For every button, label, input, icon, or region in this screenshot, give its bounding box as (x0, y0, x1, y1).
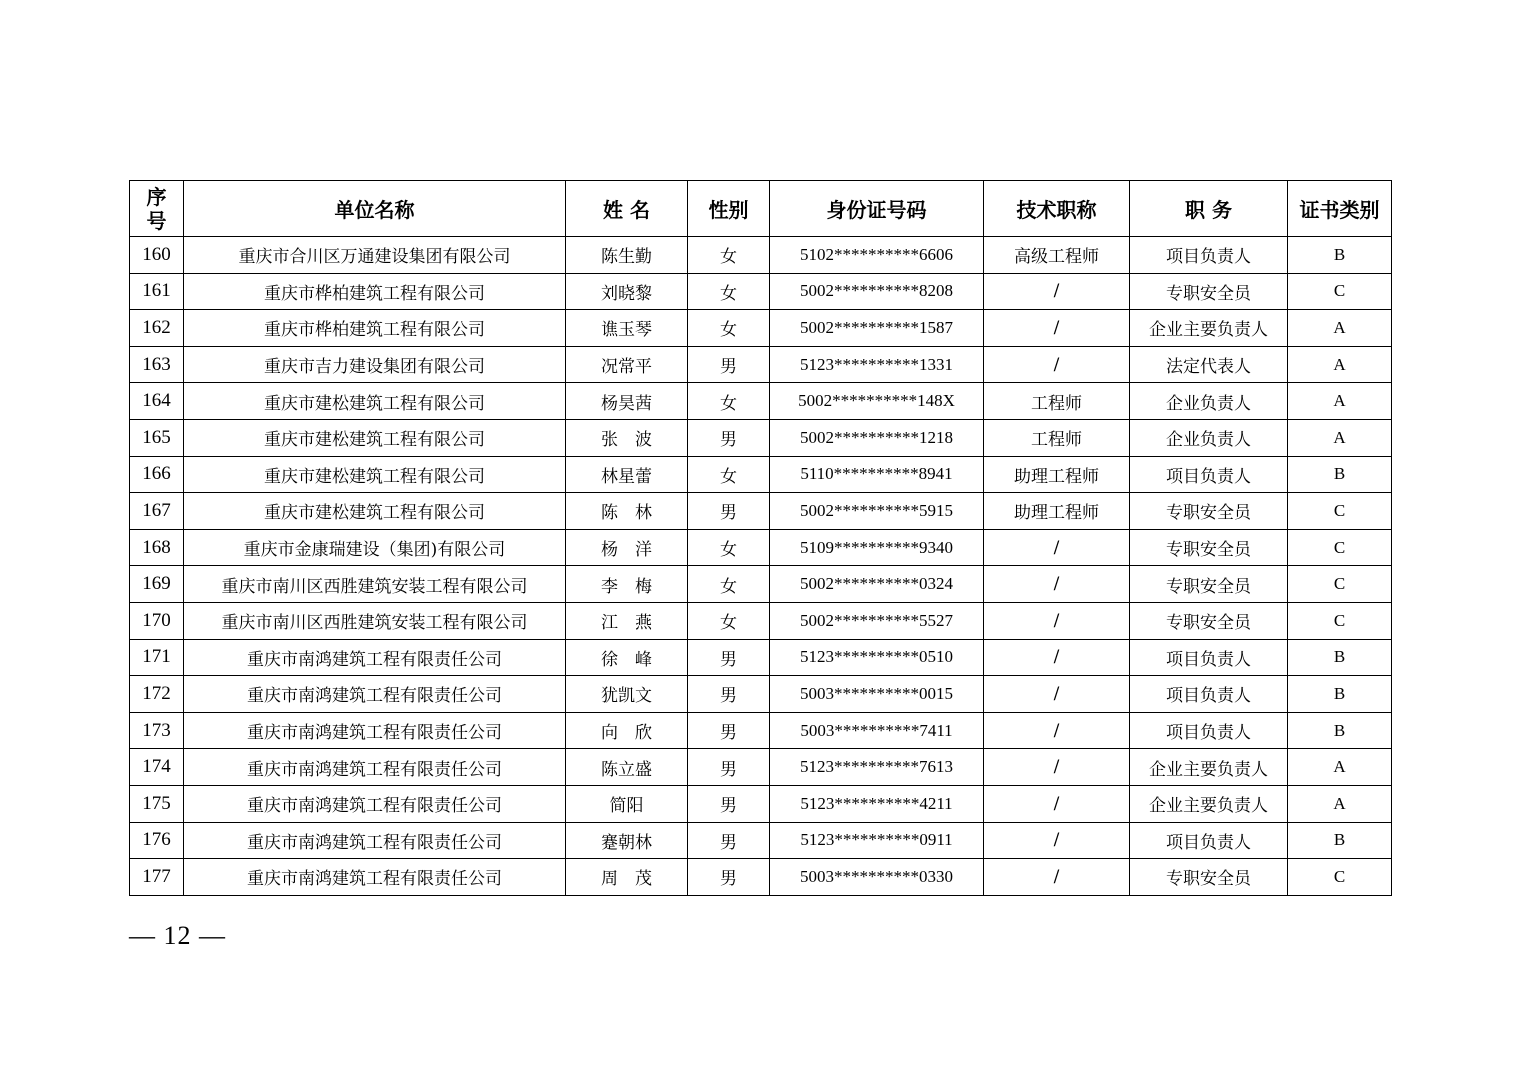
header-gender: 性别 (688, 181, 770, 237)
cell-unit: 重庆市吉力建设集团有限公司 (184, 346, 566, 383)
cell-id: 5002**********1218 (770, 419, 984, 456)
table-row (130, 529, 1392, 566)
cell-title: / (984, 273, 1130, 310)
cell-id: 5123**********1331 (770, 346, 984, 383)
cell-name: 李 梅 (566, 566, 688, 603)
cell-id: 5002**********1587 (770, 310, 984, 347)
cell-title: 工程师 (984, 383, 1130, 420)
cell-title: 工程师 (984, 419, 1130, 456)
cell-seq: 160 (130, 237, 184, 274)
cell-cert: A (1288, 419, 1392, 456)
cell-id: 5123**********7613 (770, 749, 984, 786)
cell-seq: 163 (130, 346, 184, 383)
cell-cert: B (1288, 237, 1392, 274)
header-id: 身份证号码 (770, 181, 984, 237)
cell-id: 5002**********5915 (770, 493, 984, 530)
cell-name: 徐 峰 (566, 639, 688, 676)
cell-cert: B (1288, 822, 1392, 859)
cell-seq: 164 (130, 383, 184, 420)
cell-cert: B (1288, 456, 1392, 493)
cell-id: 5002**********148X (770, 383, 984, 420)
header-row (130, 181, 1392, 237)
cell-cert: C (1288, 529, 1392, 566)
cell-id: 5002**********8208 (770, 273, 984, 310)
cell-title: / (984, 785, 1130, 822)
cell-id: 5002**********5527 (770, 602, 984, 639)
cell-position: 企业负责人 (1130, 383, 1288, 420)
cell-position: 项目负责人 (1130, 639, 1288, 676)
cell-name: 简阳 (566, 785, 688, 822)
cell-name: 杨昊茜 (566, 383, 688, 420)
header-unit: 单位名称 (184, 181, 566, 237)
table-row (130, 419, 1392, 456)
cell-position: 项目负责人 (1130, 676, 1288, 713)
cell-gender: 男 (688, 639, 770, 676)
cell-name: 林星蕾 (566, 456, 688, 493)
cell-unit: 重庆市建松建筑工程有限公司 (184, 493, 566, 530)
cell-unit: 重庆市桦柏建筑工程有限公司 (184, 273, 566, 310)
cell-gender: 女 (688, 310, 770, 347)
table-row (130, 639, 1392, 676)
cell-name: 向 欣 (566, 712, 688, 749)
cell-title: 高级工程师 (984, 237, 1130, 274)
cell-title: / (984, 749, 1130, 786)
cell-position: 项目负责人 (1130, 456, 1288, 493)
table-row (130, 456, 1392, 493)
cell-id: 5109**********9340 (770, 529, 984, 566)
cell-gender: 男 (688, 676, 770, 713)
cell-name: 陈生勤 (566, 237, 688, 274)
table-row (130, 676, 1392, 713)
cell-seq: 173 (130, 712, 184, 749)
cell-gender: 男 (688, 749, 770, 786)
cell-unit: 重庆市建松建筑工程有限公司 (184, 456, 566, 493)
cell-id: 5123**********4211 (770, 785, 984, 822)
cell-unit: 重庆市建松建筑工程有限公司 (184, 419, 566, 456)
cell-title: / (984, 310, 1130, 347)
cell-gender: 女 (688, 237, 770, 274)
cell-id: 5002**********0324 (770, 566, 984, 603)
cell-name: 犹凯文 (566, 676, 688, 713)
cell-name: 陈 林 (566, 493, 688, 530)
page-number: — 12 — (129, 921, 226, 950)
cell-seq: 176 (130, 822, 184, 859)
cell-id: 5123**********0911 (770, 822, 984, 859)
cell-title: 助理工程师 (984, 493, 1130, 530)
cell-unit: 重庆市南鸿建筑工程有限责任公司 (184, 639, 566, 676)
cell-seq: 161 (130, 273, 184, 310)
table-body (130, 237, 1392, 896)
cell-cert: A (1288, 346, 1392, 383)
cell-title: 助理工程师 (984, 456, 1130, 493)
cell-title: / (984, 712, 1130, 749)
cell-id: 5003**********0015 (770, 676, 984, 713)
cell-unit: 重庆市南鸿建筑工程有限责任公司 (184, 749, 566, 786)
cell-cert: A (1288, 749, 1392, 786)
cell-gender: 女 (688, 566, 770, 603)
cell-id: 5102**********6606 (770, 237, 984, 274)
cell-cert: A (1288, 383, 1392, 420)
cell-unit: 重庆市南鸿建筑工程有限责任公司 (184, 859, 566, 896)
cell-unit: 重庆市南鸿建筑工程有限责任公司 (184, 712, 566, 749)
cell-position: 企业主要负责人 (1130, 749, 1288, 786)
table-row (130, 346, 1392, 383)
cell-gender: 女 (688, 383, 770, 420)
cell-unit: 重庆市南川区西胜建筑安装工程有限公司 (184, 566, 566, 603)
cell-position: 专职安全员 (1130, 566, 1288, 603)
cell-position: 项目负责人 (1130, 237, 1288, 274)
table-row (130, 383, 1392, 420)
table-header (130, 181, 1392, 237)
cell-seq: 166 (130, 456, 184, 493)
cell-title: / (984, 639, 1130, 676)
cell-cert: C (1288, 273, 1392, 310)
cell-position: 企业主要负责人 (1130, 310, 1288, 347)
header-name: 姓 名 (566, 181, 688, 237)
cell-gender: 女 (688, 273, 770, 310)
cell-name: 杨 洋 (566, 529, 688, 566)
cell-unit: 重庆市南鸿建筑工程有限责任公司 (184, 822, 566, 859)
cell-name: 周 茂 (566, 859, 688, 896)
table-row (130, 566, 1392, 603)
cell-id: 5003**********7411 (770, 712, 984, 749)
cell-cert: A (1288, 310, 1392, 347)
cell-seq: 174 (130, 749, 184, 786)
header-position: 职 务 (1130, 181, 1288, 237)
table-row (130, 237, 1392, 274)
cell-name: 刘晓黎 (566, 273, 688, 310)
cell-name: 陈立盛 (566, 749, 688, 786)
cell-gender: 男 (688, 712, 770, 749)
cell-position: 专职安全员 (1130, 602, 1288, 639)
cell-id: 5123**********0510 (770, 639, 984, 676)
cell-title: / (984, 859, 1130, 896)
cell-position: 专职安全员 (1130, 273, 1288, 310)
cell-position: 项目负责人 (1130, 822, 1288, 859)
header-seq: 序 号 (130, 181, 184, 237)
table-row (130, 749, 1392, 786)
cell-gender: 男 (688, 859, 770, 896)
cell-unit: 重庆市建松建筑工程有限公司 (184, 383, 566, 420)
cell-gender: 男 (688, 346, 770, 383)
table-row (130, 859, 1392, 896)
cell-gender: 男 (688, 822, 770, 859)
cell-gender: 男 (688, 785, 770, 822)
cell-position: 企业负责人 (1130, 419, 1288, 456)
table-row (130, 712, 1392, 749)
cell-gender: 男 (688, 493, 770, 530)
cell-position: 专职安全员 (1130, 493, 1288, 530)
cell-name: 谯玉琴 (566, 310, 688, 347)
cell-position: 项目负责人 (1130, 712, 1288, 749)
cell-unit: 重庆市桦柏建筑工程有限公司 (184, 310, 566, 347)
table-row (130, 822, 1392, 859)
cell-seq: 162 (130, 310, 184, 347)
cell-title: / (984, 822, 1130, 859)
cell-position: 法定代表人 (1130, 346, 1288, 383)
cell-name: 况常平 (566, 346, 688, 383)
cell-name: 蹇朝林 (566, 822, 688, 859)
header-cert: 证书类别 (1288, 181, 1392, 237)
cell-gender: 女 (688, 602, 770, 639)
table-row (130, 785, 1392, 822)
cell-title: / (984, 676, 1130, 713)
table-row (130, 602, 1392, 639)
cell-title: / (984, 529, 1130, 566)
cell-gender: 男 (688, 419, 770, 456)
cell-id: 5003**********0330 (770, 859, 984, 896)
cell-name: 张 波 (566, 419, 688, 456)
cell-cert: C (1288, 566, 1392, 603)
cell-gender: 女 (688, 456, 770, 493)
table-row (130, 310, 1392, 347)
cell-seq: 177 (130, 859, 184, 896)
cell-seq: 167 (130, 493, 184, 530)
cell-seq: 175 (130, 785, 184, 822)
cell-position: 企业主要负责人 (1130, 785, 1288, 822)
cell-cert: A (1288, 785, 1392, 822)
cell-unit: 重庆市南鸿建筑工程有限责任公司 (184, 785, 566, 822)
cell-cert: C (1288, 602, 1392, 639)
cell-position: 专职安全员 (1130, 529, 1288, 566)
cell-title: / (984, 346, 1130, 383)
cell-id: 5110**********8941 (770, 456, 984, 493)
cell-unit: 重庆市合川区万通建设集团有限公司 (184, 237, 566, 274)
cell-title: / (984, 566, 1130, 603)
cell-gender: 女 (688, 529, 770, 566)
cell-seq: 170 (130, 602, 184, 639)
cell-seq: 172 (130, 676, 184, 713)
cell-seq: 168 (130, 529, 184, 566)
cell-unit: 重庆市南川区西胜建筑安装工程有限公司 (184, 602, 566, 639)
cell-seq: 171 (130, 639, 184, 676)
cell-seq: 169 (130, 566, 184, 603)
cell-seq: 165 (130, 419, 184, 456)
table-row (130, 493, 1392, 530)
cell-cert: C (1288, 493, 1392, 530)
table-row (130, 273, 1392, 310)
cell-unit: 重庆市金康瑞建设（集团)有限公司 (184, 529, 566, 566)
cell-cert: B (1288, 639, 1392, 676)
personnel-table (129, 180, 1392, 896)
cell-cert: B (1288, 676, 1392, 713)
cell-position: 专职安全员 (1130, 859, 1288, 896)
cell-name: 江 燕 (566, 602, 688, 639)
header-title: 技术职称 (984, 181, 1130, 237)
cell-cert: C (1288, 859, 1392, 896)
cell-title: / (984, 602, 1130, 639)
cell-unit: 重庆市南鸿建筑工程有限责任公司 (184, 676, 566, 713)
cell-cert: B (1288, 712, 1392, 749)
